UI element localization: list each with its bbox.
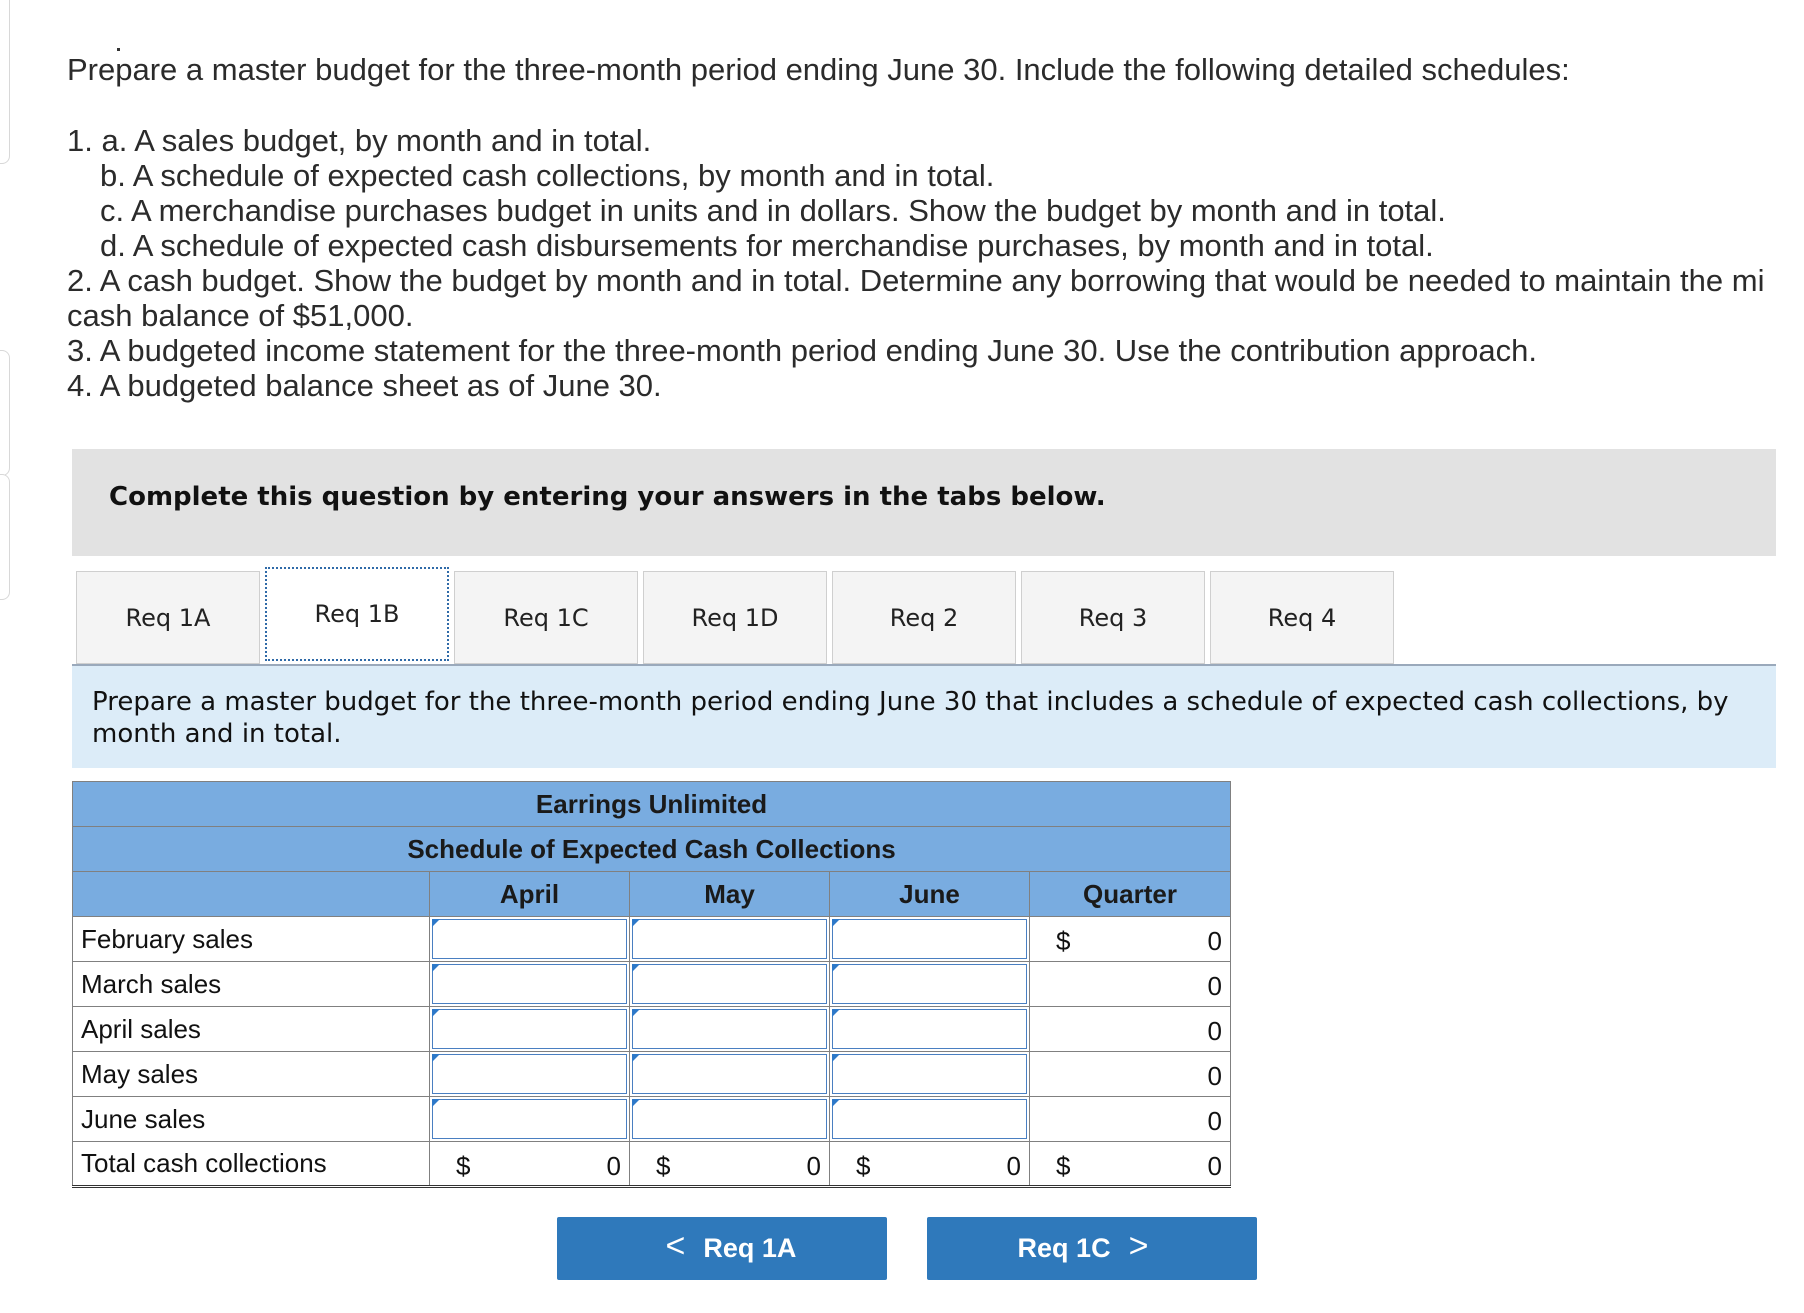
next-button-label: Req 1C xyxy=(1017,1233,1111,1263)
april-sales-may-input[interactable] xyxy=(630,1007,830,1052)
february-sales-june-input[interactable] xyxy=(830,917,1030,962)
february-sales-may-input[interactable] xyxy=(630,917,830,962)
next-req-1c-button[interactable] xyxy=(927,1217,1257,1280)
prev-button-label: Req 1A xyxy=(703,1233,797,1263)
question-intro xyxy=(67,52,1804,403)
requirement-3: 3. A budgeted income statement for the three-month period ending June 30. Use the contribution approach. xyxy=(67,333,1538,368)
may-sales-june-input[interactable] xyxy=(830,1052,1030,1097)
june-sales-may-input[interactable] xyxy=(630,1097,830,1142)
requirement-1d: d. A schedule of expected cash disbursements for merchandise purchases, by month and in total. xyxy=(100,228,1434,263)
total-april: $ 0 xyxy=(430,1142,630,1187)
march-sales-quarter: 0 xyxy=(1030,962,1231,1007)
june-sales-june-input[interactable] xyxy=(830,1097,1030,1142)
march-sales-may-input[interactable] xyxy=(630,962,830,1007)
table-row xyxy=(73,962,1231,1007)
column-header-may: May xyxy=(630,872,830,917)
chevron-right-icon: > xyxy=(1128,1227,1149,1265)
total-row xyxy=(73,1142,1231,1187)
row-label-june-sales: June sales xyxy=(73,1097,430,1142)
column-header-april: April xyxy=(430,872,630,917)
june-sales-quarter: 0 xyxy=(1030,1097,1231,1142)
requirement-1c: c. A merchandise purchases budget in units and in dollars. Show the budget by month and in total. xyxy=(100,193,1446,228)
chevron-left-icon: < xyxy=(665,1227,686,1265)
row-label-february-sales: February sales xyxy=(73,917,430,962)
row-label-march-sales: March sales xyxy=(73,962,430,1007)
row-label-april-sales: April sales xyxy=(73,1007,430,1052)
february-sales-april-input[interactable] xyxy=(430,917,630,962)
intro-heading: Prepare a master budget for the three-month period ending June 30. Include the following detailed schedules: xyxy=(67,52,1570,87)
requirement-2-cont: cash balance of $51,000. xyxy=(67,298,414,333)
may-sales-quarter: 0 xyxy=(1030,1052,1231,1097)
may-sales-april-input[interactable] xyxy=(430,1052,630,1097)
total-june: $ 0 xyxy=(830,1142,1030,1187)
instructions-banner xyxy=(72,449,1776,556)
tab-req-1b[interactable]: Req 1B xyxy=(265,567,449,661)
banner-text: Complete this question by entering your answers in the tabs below. xyxy=(109,482,1106,512)
side-panel-edge xyxy=(0,0,10,164)
tab-req-4[interactable]: Req 4 xyxy=(1210,571,1394,664)
march-sales-april-input[interactable] xyxy=(430,962,630,1007)
total-may: $ 0 xyxy=(630,1142,830,1187)
tab-req-3[interactable]: Req 3 xyxy=(1021,571,1205,664)
table-row xyxy=(73,917,1231,962)
tab-req-2[interactable]: Req 2 xyxy=(832,571,1016,664)
may-sales-may-input[interactable] xyxy=(630,1052,830,1097)
february-sales-quarter: $ 0 xyxy=(1030,917,1231,962)
company-name: Earrings Unlimited xyxy=(73,782,1231,827)
row-label-may-sales: May sales xyxy=(73,1052,430,1097)
header-blank xyxy=(73,872,430,917)
tab-req-1c[interactable]: Req 1C xyxy=(454,571,638,664)
cash-collections-schedule xyxy=(72,781,1231,1188)
side-panel-edge xyxy=(0,350,10,476)
requirement-1b: b. A schedule of expected cash collections, by month and in total. xyxy=(100,158,995,193)
april-sales-june-input[interactable] xyxy=(830,1007,1030,1052)
june-sales-april-input[interactable] xyxy=(430,1097,630,1142)
table-row xyxy=(73,1052,1231,1097)
prev-req-1a-button[interactable] xyxy=(557,1217,887,1280)
total-quarter: $ 0 xyxy=(1030,1142,1231,1187)
cursor-mark xyxy=(117,48,120,51)
requirement-instruction xyxy=(72,666,1776,768)
column-header-june: June xyxy=(830,872,1030,917)
table-row xyxy=(73,1097,1231,1142)
schedule-title: Schedule of Expected Cash Collections xyxy=(73,827,1231,872)
tab-req-1d[interactable]: Req 1D xyxy=(643,571,827,664)
march-sales-june-input[interactable] xyxy=(830,962,1030,1007)
april-sales-april-input[interactable] xyxy=(430,1007,630,1052)
side-panel-edge xyxy=(0,474,10,600)
instruction-text: Prepare a master budget for the three-month period ending June 30 that includes a schedule of expected cash collections, by month and in total. xyxy=(92,687,1729,749)
row-label-total: Total cash collections xyxy=(73,1142,430,1187)
table-row xyxy=(73,1007,1231,1052)
requirement-4: 4. A budgeted balance sheet as of June 30. xyxy=(67,368,662,403)
tab-req-1a[interactable]: Req 1A xyxy=(76,571,260,664)
requirement-1a: 1. a. A sales budget, by month and in total. xyxy=(67,123,652,158)
requirement-2: 2. A cash budget. Show the budget by month and in total. Determine any borrowing that would be needed to maintain the mi xyxy=(67,263,1765,298)
april-sales-quarter: 0 xyxy=(1030,1007,1231,1052)
column-header-quarter: Quarter xyxy=(1030,872,1231,917)
